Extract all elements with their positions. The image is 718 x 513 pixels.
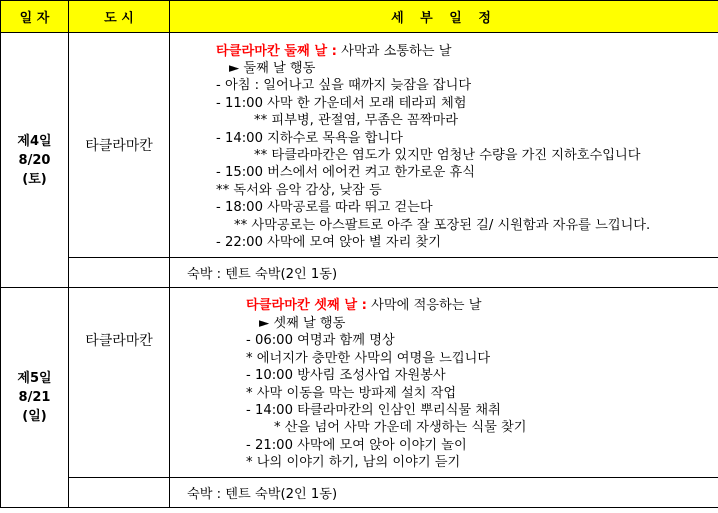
schedule-text: - 아침 : 일어나고 싶을 때까지 늦잠을 잡니다: [216, 78, 472, 94]
table-row: [1, 478, 718, 508]
city-name: 타클라마칸: [85, 333, 153, 349]
day-cell: [1, 33, 69, 288]
table-row: [1, 258, 718, 288]
stay-text: 숙박 : 텐트 숙박(2인 1동): [187, 487, 338, 502]
schedule-line: [170, 77, 718, 94]
detail-cell: [170, 33, 718, 258]
schedule-text: - 14:00 타클라마칸의 인삼인 뿌리식물 채취: [246, 402, 501, 418]
schedule-text: - 10:00 방사림 조성사업 자원봉사: [246, 368, 446, 384]
schedule-line: [170, 315, 718, 332]
schedule-line: [170, 130, 718, 147]
city-cell-empty: [69, 478, 170, 508]
day-weekday: (토): [22, 171, 47, 187]
stay-cell: [170, 258, 718, 288]
header-day: 일 자: [1, 1, 69, 33]
schedule-list: [170, 288, 718, 476]
header-detail: 세 부 일 정: [170, 1, 718, 33]
schedule-line: [170, 147, 718, 164]
schedule-line: [170, 60, 718, 77]
schedule-line: [170, 297, 718, 314]
schedule-line: [170, 182, 718, 199]
day-date: 8/20: [18, 152, 51, 168]
schedule-text: - 22:00 사막에 모여 앉아 별 자리 찾기: [216, 235, 441, 251]
detail-cell: [170, 288, 718, 478]
city-name: 타클라마칸: [85, 138, 153, 154]
schedule-line: [170, 95, 718, 112]
city-cell: [69, 288, 170, 478]
schedule-text: - 06:00 여명과 함께 명상: [246, 333, 395, 349]
table-row: [1, 33, 718, 258]
schedule-text: - 21:00 사막에 모여 앉아 이야기 놀이: [246, 437, 467, 453]
schedule-line: [170, 112, 718, 129]
schedule-line: [170, 332, 718, 349]
schedule-line: [170, 217, 718, 234]
schedule-text: * 나의 이야기 하기, 남의 이야기 듣기: [246, 455, 461, 471]
day-weekday: (일): [22, 409, 47, 424]
schedule-text: * 에너지가 충만한 사막의 여명을 느낍니다: [246, 350, 491, 366]
schedule-text: - 14:00 지하수로 목욕을 합니다: [216, 130, 403, 146]
schedule-line: [170, 454, 718, 471]
schedule-text: ** 사막공로는 아스팔트로 아주 잘 포장된 길/ 시원함과 자유를 느낍니다.: [234, 217, 651, 233]
day-theme-label: 타클라마칸 둘째 날 :: [216, 43, 337, 59]
schedule-line: [170, 419, 718, 436]
table-header-row: [1, 1, 718, 33]
schedule-line: [170, 43, 718, 60]
schedule-text: 사막에 적응하는 날: [366, 298, 482, 314]
day-label: 제5일: [17, 371, 52, 386]
schedule-text: 사막과 소통하는 날: [336, 43, 452, 59]
stay-text: 숙박 : 텐트 숙박(2인 1동): [187, 267, 338, 282]
schedule-line: [170, 350, 718, 367]
schedule-line: [170, 367, 718, 384]
day-label: 제4일: [17, 133, 52, 149]
schedule-line: [170, 164, 718, 181]
city-cell: [69, 33, 170, 258]
schedule-text: ** 피부병, 관절염, 무좀은 꼼짝마라: [254, 113, 458, 129]
schedule-text: ► 셋째 날 행동: [259, 315, 346, 331]
header-city: 도 시: [69, 1, 170, 33]
stay-cell: [170, 478, 718, 508]
schedule-line: [170, 385, 718, 402]
schedule-text: - 11:00 사막 한 가운데서 모래 테라피 체험: [216, 95, 467, 111]
city-cell-empty: [69, 258, 170, 288]
schedule-list: [170, 34, 718, 257]
schedule-text: ► 둘째 날 행동: [229, 60, 316, 76]
schedule-line: [170, 437, 718, 454]
schedule-text: - 18:00 사막공로를 따라 뛰고 걷는다: [216, 200, 433, 216]
schedule-text: ** 독서와 음악 감상, 낮잠 등: [216, 182, 382, 198]
schedule-text: * 사막 이동을 막는 방파제 설치 작업: [246, 385, 457, 401]
schedule-line: [170, 402, 718, 419]
day-theme-label: 타클라마칸 셋째 날 :: [246, 298, 367, 314]
schedule-line: [170, 234, 718, 251]
schedule-text: * 산을 넘어 사막 가운데 자생하는 식물 찾기: [274, 420, 527, 436]
table-row: [1, 288, 718, 478]
day-date: 8/21: [18, 390, 51, 405]
schedule-line: [170, 199, 718, 216]
schedule-text: ** 타클라마칸은 염도가 있지만 엄청난 수량을 가진 지하호수입니다: [254, 148, 641, 163]
schedule-text: - 15:00 버스에서 에어컨 켜고 한가로운 휴식: [216, 165, 475, 181]
day-cell: [1, 288, 69, 508]
